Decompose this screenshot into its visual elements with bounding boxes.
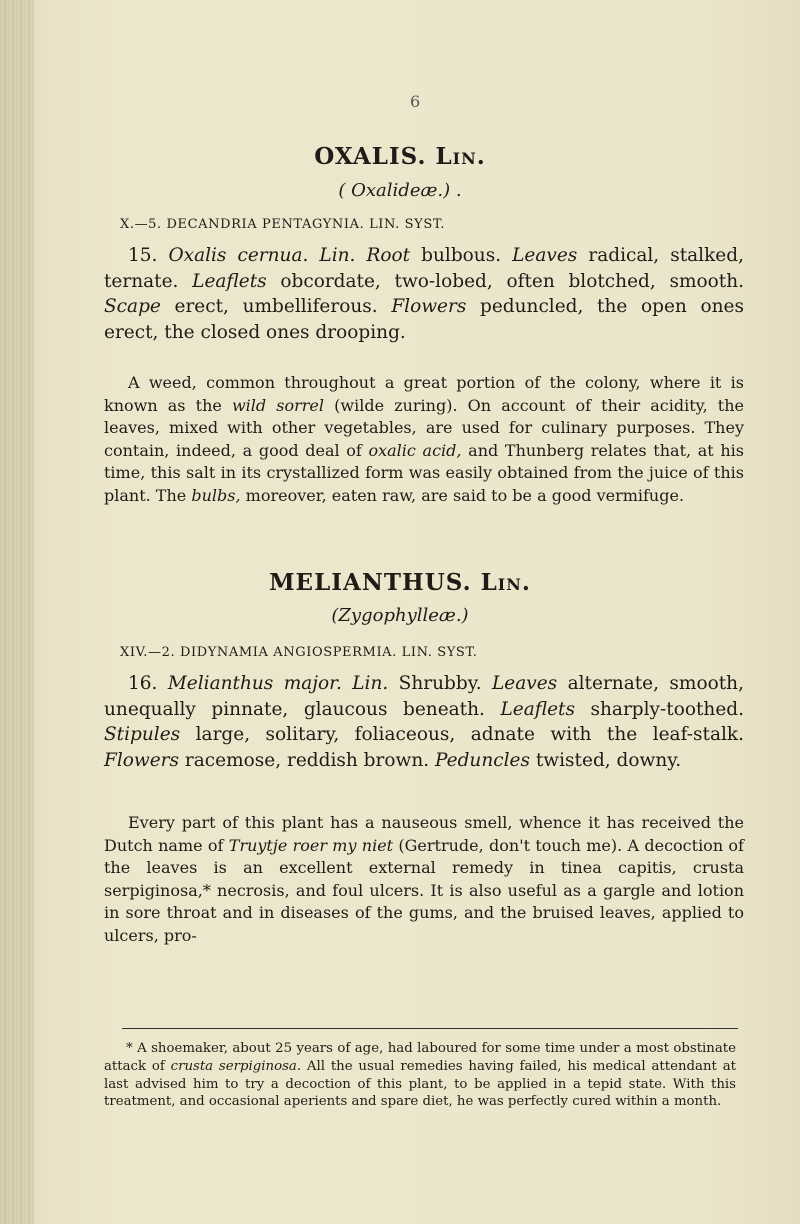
melianthus-flowers-text: racemose, reddish brown.: [184, 749, 430, 771]
footnote-part-2: All the usual remedies having failed, his medical attendant at last advised him to try a decoction of this plant, to be applied in a tepid state. With this treatment, and occasional aperients and spare diet, he was perfectly cured within a month.: [104, 1058, 736, 1110]
oxalis-leaves-text: radical, stalked, ternate.: [104, 245, 744, 292]
oxalis-desc-part-3: and Thunberg relates that, at his time, this salt in its crystallized form was easily obtained from the juice of this plant. The: [104, 440, 744, 505]
footnote-divider: [122, 1028, 738, 1029]
oxalis-scape-label: Scape: [104, 296, 161, 317]
oxalis-description: [104, 372, 744, 508]
footnote-part-1: * A shoemaker, about 25 years of age, had laboured for some time under a most obstinate attack of: [104, 1041, 736, 1074]
melianthus-leaflets-text: sharply-toothed.: [590, 698, 744, 720]
melianthus-species-name: Melianthus major.: [167, 673, 342, 694]
oxalis-leaves-label: Leaves: [512, 245, 578, 266]
melianthus-dutch-name: Truytje roer my niet: [228, 835, 394, 855]
oxalis-desc-part-1: A weed, common throughout a great portion of the colony, where it is known as the: [104, 373, 744, 415]
oxalis-genus-heading: [0, 143, 800, 170]
melianthus-leaflets-label: Leaflets: [500, 698, 575, 720]
page-number: 6: [410, 92, 421, 111]
melianthus-stipules-label: Stipules: [104, 724, 181, 745]
melianthus-leaves-text: alternate, smooth, unequally pinnate, glaucous beneath.: [104, 673, 744, 720]
oxalis-root-text: bulbous.: [421, 245, 502, 266]
melianthus-flowers-label: Flowers: [104, 749, 180, 771]
oxalis-flowers-label: Flowers: [391, 296, 467, 317]
footnote-crusta: crusta serpiginosa.: [170, 1058, 302, 1074]
melianthus-species-authority: Lin.: [352, 673, 389, 694]
oxalis-genus-authority: Lin.: [435, 143, 486, 170]
melianthus-desc-part-2: (Gertrude, don't touch me). A decoction of the leaves is an excellent external remedy in tinea capitis, crusta serpiginosa,* necrosis, and foul ulcers. It is also useful as a gargle and lotion in sore throat and in diseases of the gums, and the bruised leaves, applied to ulcers, pro-: [104, 835, 744, 945]
oxalis-species-authority: Lin.: [319, 245, 356, 266]
melianthus-family: (Zygophylleæ.): [331, 605, 469, 626]
melianthus-class-line: XIV.—2. DIDYNAMIA ANGIOSPERMIA. LIN. SYST.: [120, 645, 478, 660]
oxalis-entry-number: 15.: [128, 245, 158, 266]
oxalis-leaflets-label: Leaflets: [192, 270, 267, 292]
oxalis-root-label: Root: [366, 245, 411, 266]
melianthus-genus-title: MELIANTHUS.: [269, 569, 472, 596]
oxalis-oxalic-acid: oxalic acid,: [368, 440, 462, 460]
oxalis-genus-title: OXALIS.: [314, 143, 427, 170]
oxalis-scape-text: erect, umbelliferous.: [174, 296, 378, 317]
oxalis-desc-part-2: (wilde zuring). On account of their acidity, the leaves, mixed with other vegetables, are used for culinary purposes. They contain, indeed, a good deal of: [104, 395, 745, 460]
oxalis-species-name: Oxalis cernua.: [168, 245, 309, 266]
melianthus-desc-part-1: Every part of this plant has a nauseous smell, whence it has received the Dutch name of: [104, 813, 744, 855]
melianthus-genus-authority: Lin.: [480, 569, 531, 596]
oxalis-species-entry: [104, 243, 744, 345]
oxalis-flowers-text: peduncled, the open ones erect, the closed ones drooping.: [104, 296, 744, 343]
oxalis-leaflets-text: obcordate, two-lobed, often blotched, smooth.: [280, 270, 744, 292]
melianthus-peduncles-text: twisted, downy.: [535, 749, 682, 771]
melianthus-species-entry: [104, 671, 744, 773]
oxalis-wild-sorrel: wild sorrel: [231, 395, 325, 415]
melianthus-habit: Shrubby.: [398, 673, 482, 694]
footnote: [104, 1040, 736, 1111]
melianthus-leaves-label: Leaves: [492, 673, 558, 694]
oxalis-bulbs: bulbs,: [191, 485, 241, 505]
melianthus-description: [104, 812, 744, 948]
melianthus-entry-number: 16.: [128, 673, 158, 694]
oxalis-class-line: X.—5. DECANDRIA PENTAGYNIA. LIN. SYST.: [120, 217, 445, 232]
melianthus-peduncles-label: Peduncles: [435, 749, 530, 771]
melianthus-stipules-text: large, solitary, foliaceous, adnate with the leaf-stalk.: [195, 724, 744, 745]
oxalis-desc-part-4: moreover, eaten raw, are said to be a good vermifuge.: [245, 485, 685, 505]
oxalis-family: ( Oxalideæ.) .: [338, 180, 462, 201]
melianthus-genus-heading: [0, 569, 800, 596]
